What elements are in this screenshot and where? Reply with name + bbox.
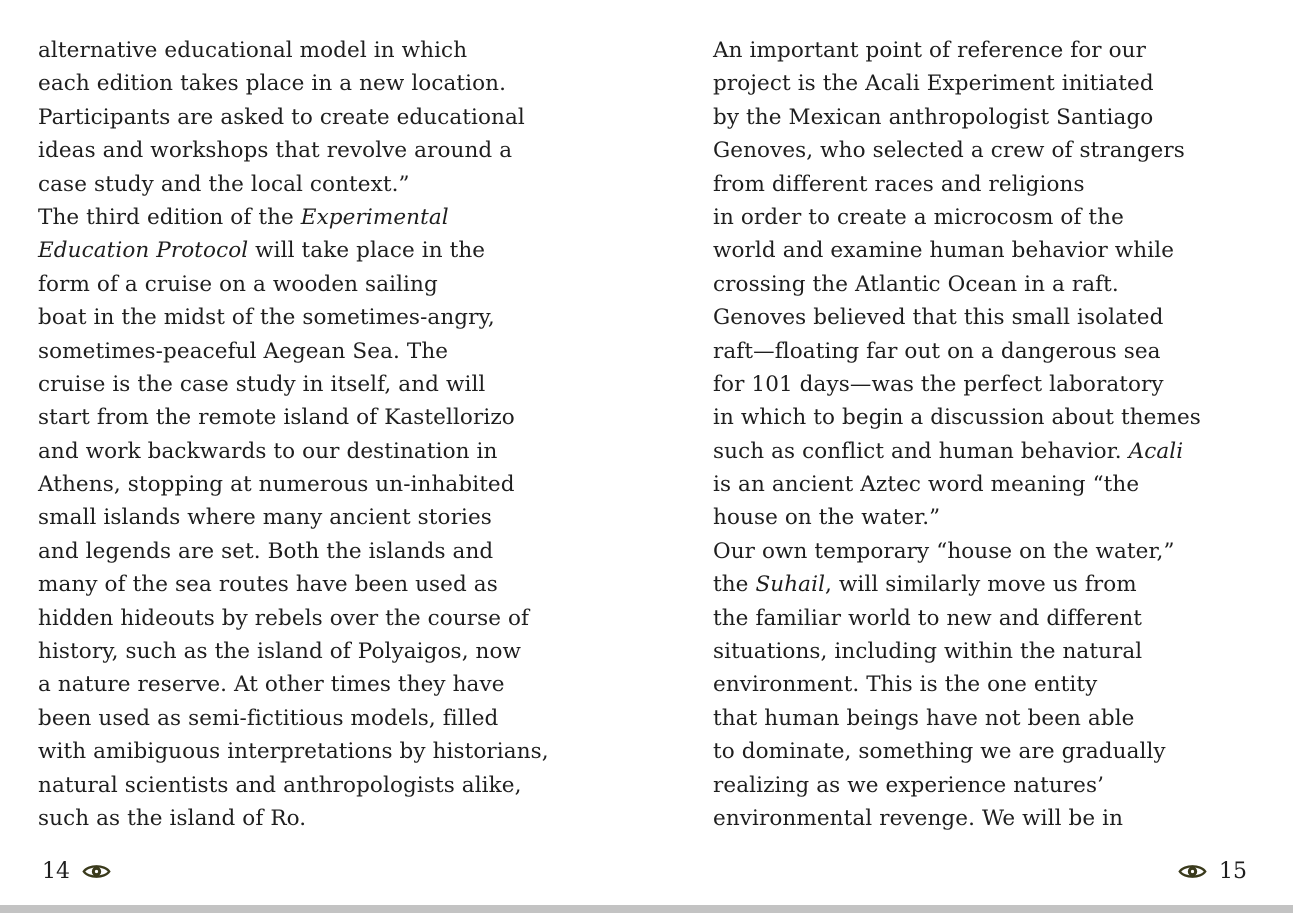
text-segment: sometimes-peaceful Aegean Sea. The [38, 338, 449, 364]
text-segment: alternative educational model in which [38, 38, 468, 63]
text-segment: by the Mexican anthropologist Santiago [713, 104, 1154, 130]
text-segment: raft—floating far out on a dangerous sea [713, 338, 1161, 364]
text-segment: project is the Acali Experiment initiated [713, 71, 1154, 97]
text-line [38, 268, 613, 301]
text-segment: , will similarly move us from [825, 572, 1137, 598]
page-number-right: 15 [1219, 858, 1247, 884]
text-line [713, 769, 1288, 802]
text-line [713, 234, 1288, 267]
left-page-text [38, 34, 613, 835]
text-segment: in which to begin a discussion about themes [713, 405, 1201, 431]
text-line [713, 468, 1288, 501]
text-segment: such as conflict and human behavior. [713, 438, 1129, 464]
italic-text-segment: Education Protocol [38, 238, 249, 264]
text-segment: and legends are set. Both the islands and [38, 538, 494, 564]
text-line [713, 168, 1288, 201]
text-segment: the [713, 572, 756, 598]
text-line [713, 435, 1288, 468]
text-segment: environmental revenge. We will be in [713, 805, 1124, 831]
text-segment: been used as semi-fictitious models, filled [38, 705, 499, 731]
text-line [713, 735, 1288, 768]
text-segment: natural scientists and anthropologists alike, [38, 772, 522, 798]
italic-text-segment: Acali [1128, 438, 1184, 464]
text-segment: many of the sea routes have been used as [38, 572, 498, 598]
text-segment: Participants are asked to create educational [38, 104, 525, 130]
text-line [713, 301, 1288, 334]
text-line [38, 34, 613, 67]
text-segment: Genoves, who selected a crew of strangers [713, 138, 1185, 164]
text-line [38, 67, 613, 100]
text-segment: and work backwards to our destination in [38, 438, 498, 464]
text-line [38, 769, 613, 802]
text-segment: history, such as the island of Polyaigos, now [38, 639, 522, 665]
text-segment: each edition takes place in a new location. [38, 71, 507, 97]
text-line [713, 602, 1288, 635]
text-line [38, 168, 613, 201]
text-segment: Our own temporary “house on the water,” [713, 538, 1175, 564]
text-line [713, 702, 1288, 735]
text-segment: such as the island of Ro. [38, 805, 307, 831]
text-line [38, 335, 613, 368]
text-line [713, 268, 1288, 301]
text-segment: start from the remote island of Kastellorizo [38, 405, 515, 431]
page-bottom-edge [0, 905, 1293, 913]
text-line [38, 501, 613, 534]
text-segment: cruise is the case study in itself, and will [38, 371, 486, 397]
eye-icon [1178, 862, 1207, 881]
text-line [713, 401, 1288, 434]
text-segment: is an ancient Aztec word meaning “the [713, 472, 1140, 498]
text-segment: An important point of reference for our [713, 38, 1146, 63]
text-line [713, 67, 1288, 100]
text-line [713, 802, 1288, 835]
text-line [713, 568, 1288, 601]
text-segment: realizing as we experience natures’ [713, 772, 1105, 798]
text-line [38, 702, 613, 735]
text-segment: hidden hideouts by rebels over the course of [38, 605, 530, 631]
text-line [38, 201, 613, 234]
text-line [38, 668, 613, 701]
text-segment: that human beings have not been able [713, 705, 1135, 731]
text-segment: form of a cruise on a wooden sailing [38, 271, 438, 297]
text-line [713, 101, 1288, 134]
text-line [38, 134, 613, 167]
text-segment: to dominate, something we are gradually [713, 739, 1166, 765]
text-line [38, 635, 613, 668]
text-segment: boat in the midst of the sometimes-angry, [38, 305, 495, 331]
text-line [38, 468, 613, 501]
text-segment: in order to create a microcosm of the [713, 204, 1124, 230]
text-line [713, 501, 1288, 534]
text-line [38, 301, 613, 334]
text-line [713, 134, 1288, 167]
text-line [713, 335, 1288, 368]
text-segment: a nature reserve. At other times they have [38, 672, 505, 698]
italic-text-segment: Suhail [755, 572, 826, 598]
text-segment: crossing the Atlantic Ocean in a raft. [713, 271, 1119, 297]
text-segment: situations, including within the natural [713, 639, 1143, 665]
text-line [713, 635, 1288, 668]
text-line [713, 668, 1288, 701]
text-segment: small islands where many ancient stories [38, 505, 492, 531]
text-line [38, 735, 613, 768]
text-segment: case study and the local context.” [38, 171, 410, 197]
page-number-left: 14 [42, 858, 70, 884]
left-page-footer [42, 856, 111, 886]
text-line [38, 602, 613, 635]
right-page-text [713, 34, 1288, 835]
text-line [713, 368, 1288, 401]
text-segment: with amibiguous interpretations by historians, [38, 739, 549, 765]
text-line [713, 535, 1288, 568]
text-line [38, 401, 613, 434]
text-segment: will take place in the [248, 238, 486, 264]
text-line [38, 568, 613, 601]
text-segment: The third edition of the [38, 204, 301, 230]
text-line [38, 368, 613, 401]
text-line [38, 101, 613, 134]
text-line [38, 535, 613, 568]
text-line [38, 802, 613, 835]
text-segment: environment. This is the one entity [713, 672, 1098, 698]
text-line [713, 34, 1288, 67]
text-segment: for 101 days—was the perfect laboratory [713, 371, 1164, 397]
text-segment: from different races and religions [713, 171, 1085, 197]
eye-icon [82, 862, 111, 881]
right-page-footer [1178, 856, 1247, 886]
italic-text-segment: Experimental [300, 204, 449, 230]
text-line [713, 201, 1288, 234]
text-segment: house on the water.” [713, 505, 941, 531]
text-segment: world and examine human behavior while [713, 238, 1175, 264]
text-segment: Athens, stopping at numerous un-inhabited [38, 472, 515, 498]
text-segment: ideas and workshops that revolve around a [38, 138, 513, 164]
text-line [38, 234, 613, 267]
text-line [38, 435, 613, 468]
text-segment: Genoves believed that this small isolated [713, 305, 1164, 331]
text-segment: the familiar world to new and different [713, 605, 1143, 631]
